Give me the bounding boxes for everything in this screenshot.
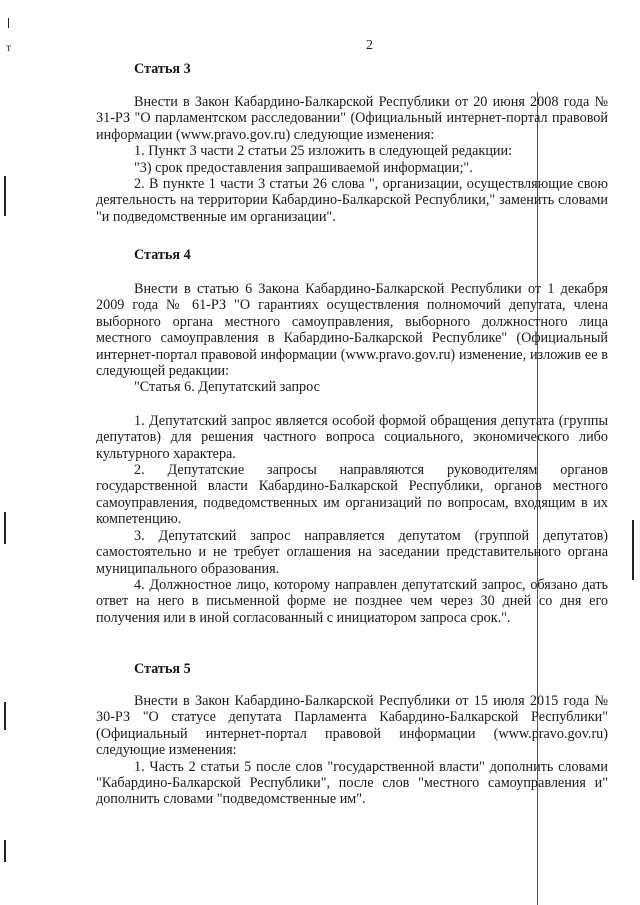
scan-margin-mark xyxy=(8,18,9,28)
scan-margin-mark xyxy=(4,512,6,544)
article-3-heading: Статья 3 xyxy=(134,61,191,77)
article-4-body xyxy=(96,281,608,626)
article-3-item-quote: "3) срок предоставления запрашиваемой информации;". xyxy=(134,159,473,176)
article-5-item-1: 1. Часть 2 статьи 5 после слов "государственной власти" дополнить словами "Кабардино-Балкарской Республики", после слов "местного самоуправления и" дополнить словами "подведомственные им". xyxy=(96,758,608,808)
scan-margin-mark xyxy=(4,702,6,730)
article-4-heading: Статья 4 xyxy=(134,247,191,263)
article-3-item-2: 2. В пункте 1 части 3 статьи 26 слова ", организации, осуществляющие свою деятельность на территории Кабардино-Балкарской Республики," заменить словами "и подведомственные им организации". xyxy=(96,176,608,225)
article-5-body xyxy=(96,693,608,808)
article-4-paragraph: Внести в статью 6 Закона Кабардино-Балкарской Республики от 1 декабря 2009 года № 61-РЗ "О гарантиях осуществления полномочий депутата, члена выборного органа местного самоуправления, выборного должностного лица местного самоуправления в Кабардино-Балкарской Республике" (Официальный интернет-портал правовой информации (www.pravo.gov.ru) изменение, изложив ее в следующей редакции: xyxy=(96,281,608,380)
corner-mark: т xyxy=(6,40,12,54)
scan-margin-mark xyxy=(4,840,6,862)
scan-right-edge-mark xyxy=(632,520,634,580)
article-3-item-1: 1. Пункт 3 части 2 статьи 25 изложить в следующей редакции: xyxy=(134,143,513,160)
article-3-body xyxy=(96,94,608,225)
article-3-paragraph: Внести в Закон Кабардино-Балкарской Республики от 20 июня 2008 года № 31-РЗ "О парламентском расследовании" (Официальный интернет-портал правовой информации (www.pravo.gov.ru) следующие изменения: xyxy=(96,94,608,143)
article-4-quoted-title: "Статья 6. Депутатский запрос xyxy=(134,379,320,396)
article-5-paragraph: Внести в Закон Кабардино-Балкарской Республики от 15 июля 2015 года № 30-РЗ "О статусе депутата Парламента Кабардино-Балкарской Республики" (Официальный интернет-портал правовой информации (www.pravo.gov.ru) следующие изменения: xyxy=(96,693,608,759)
article-5-heading: Статья 5 xyxy=(134,661,191,677)
article-4-clause-3: 3. Депутатский запрос направляется депутатом (группой депутатов) самостоятельно и не требует оглашения на заседании представительного органа муниципального образования. xyxy=(96,527,608,577)
article-4-clause-4: 4. Должностное лицо, которому направлен депутатский запрос, обязано дать ответ на него в письменной форме не позднее чем через 30 дней со дня его получения или в иной согласованный с инициатором запроса срок.". xyxy=(96,576,608,626)
article-4-clause-1: 1. Депутатский запрос является особой формой обращения депутата (группы депутатов) для решения частного вопроса социального, экономического либо культурного характера. xyxy=(96,412,608,462)
page-number: 2 xyxy=(366,38,373,53)
scan-margin-mark xyxy=(4,176,6,216)
article-4-clause-2: 2. Депутатские запросы направляются руководителям органов государственной власти Кабардино-Балкарской Республики, органов местного самоуправления, подведомственных им организаций по вопросам, входящим в их компетенцию. xyxy=(96,462,608,528)
